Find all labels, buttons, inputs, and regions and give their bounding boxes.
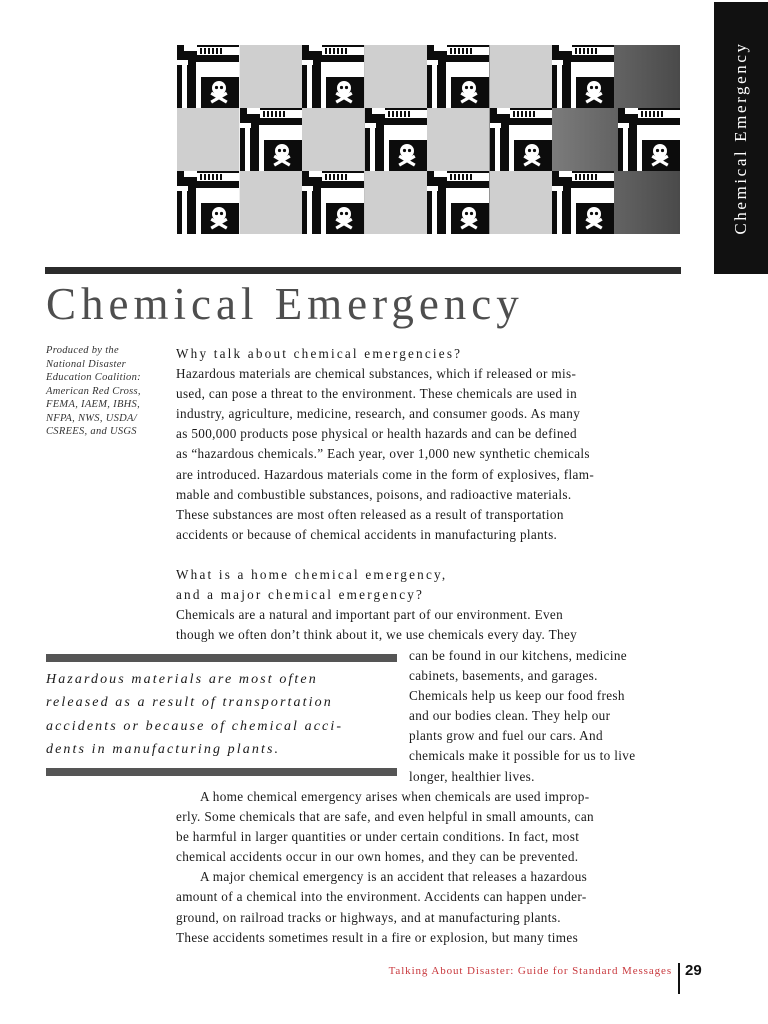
pull-quote-line: released as a result of transportation <box>46 695 333 711</box>
pull-quote <box>46 668 396 761</box>
pull-quote-line: accidents or because of chemical acci- <box>46 718 344 734</box>
body-line: used, can pose a threat to the environment. These chemicals are used in <box>176 386 578 402</box>
credits-sidebar <box>46 344 164 439</box>
body-line: are introduced. Hazardous materials come in the form of explosives, flam- <box>176 466 595 482</box>
body-line: cabinets, basements, and garages. <box>409 668 598 684</box>
body-line: amount of a chemical into the environment. Accidents can happen under- <box>176 889 587 905</box>
body-line: chemicals make it possible for us to live <box>409 748 636 764</box>
body-line: longer, healthier lives. <box>409 768 535 784</box>
section-side-tab <box>714 2 768 274</box>
lower-body-column <box>176 787 681 948</box>
body-line: can be found in our kitchens, medicine <box>409 648 628 663</box>
wrapped-body-column <box>409 646 681 787</box>
body-line: erly. Some chemicals that are safe, and even helpful in small amounts, can <box>176 809 594 825</box>
page-title: Chemical Emergency <box>46 279 524 329</box>
credits-line: NFPA, NWS, USDA/ <box>46 412 137 424</box>
body-line: Hazardous materials are chemical substances, which if released or mis- <box>176 366 577 382</box>
section1-heading: Why talk about chemical emergencies? <box>176 346 463 361</box>
body-line: though we often don’t think about it, we use chemicals every day. They <box>176 627 578 643</box>
credits-line: National Disaster <box>46 358 127 370</box>
credits-line: American Red Cross, <box>46 385 141 397</box>
footer-divider <box>678 963 680 994</box>
pull-quote-rule-bottom <box>46 768 397 776</box>
credits-line: Produced by the <box>46 345 119 356</box>
side-tab-label: Chemical Emergency <box>731 41 750 235</box>
credits-line: CSREES, and USGS <box>46 426 137 437</box>
body-line: These substances are most often released as a result of transportation <box>176 506 564 522</box>
body-line: chemical accidents occur in our own homes, and they can be prevented. <box>176 849 579 865</box>
poison-bottles-banner <box>177 45 680 234</box>
body-line: accidents or because of chemical accidents in manufacturing plants. <box>176 526 558 542</box>
page-number: 29 <box>685 962 702 979</box>
title-rule <box>45 267 681 274</box>
body-line: and our bodies clean. They help our <box>409 708 611 724</box>
section2-heading-line: and a major chemical emergency? <box>176 587 425 603</box>
body-line: These accidents sometimes result in a fire or explosion, but many times <box>176 929 579 945</box>
pull-quote-rule-top <box>46 654 397 662</box>
footer-title: Talking About Disaster: Guide for Standard Messages <box>388 965 672 977</box>
body-line: as “hazardous chemicals.” Each year, over 1,000 new synthetic chemicals <box>176 446 590 462</box>
pull-quote-line: Hazardous materials are most often <box>46 672 318 687</box>
section2-heading-line: What is a home chemical emergency, <box>176 566 448 582</box>
body-line: A home chemical emergency arises when chemicals are used improp- <box>200 789 590 804</box>
pull-quote-line: dents in manufacturing plants. <box>46 741 281 757</box>
main-body-column <box>176 344 678 645</box>
body-line: mable and combustible substances, poisons, and radioactive materials. <box>176 486 572 502</box>
body-line: industry, agriculture, medicine, research, and consumer goods. As many <box>176 406 581 422</box>
credits-line: Education Coalition: <box>46 372 141 383</box>
body-line: Chemicals are a natural and important part of our environment. Even <box>176 607 564 623</box>
body-line: as 500,000 products pose physical or health hazards and can be defined <box>176 426 577 442</box>
body-line: ground, on railroad tracks or highways, and at manufacturing plants. <box>176 909 561 925</box>
body-line: A major chemical emergency is an accident that releases a hazardous <box>200 869 588 885</box>
body-line: be harmful in larger quantities or under certain conditions. In fact, most <box>176 829 580 845</box>
credits-line: FEMA, IAEM, IBHS, <box>46 399 141 410</box>
body-line: Chemicals help us keep our food fresh <box>409 688 625 704</box>
body-line: plants grow and fuel our cars. And <box>409 728 603 744</box>
